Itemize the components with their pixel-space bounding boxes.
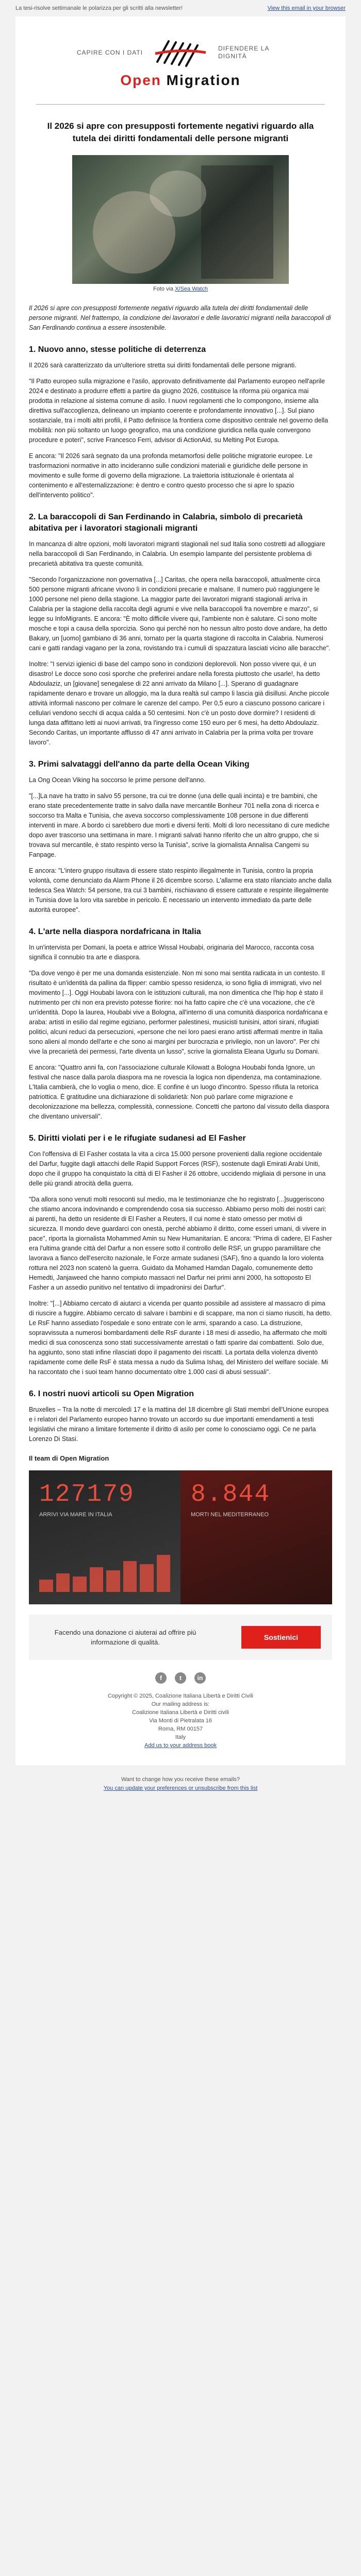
stat-deaths-label: MORTI NEL MEDITERRANEO — [191, 1512, 269, 1518]
section-title: 2. La baraccopoli di San Ferdinando in Calabria, simbolo di precarietà abitativa per i lavoratori stagionali migranti — [29, 513, 303, 533]
stats-right-panel — [180, 1470, 332, 1604]
team-title: Il team di Open Migration — [29, 1454, 109, 1462]
tagline-right: DIFENDERE LA DIGNITÀ — [218, 45, 269, 60]
mailing-street: Via Monti di Pietralata 16 — [149, 1718, 212, 1724]
divider — [36, 104, 325, 105]
mailing-label: Our mailing address is: — [151, 1701, 210, 1707]
section-paragraph: "[...]La nave ha tratto in salvo 55 persone, tra cui tre donne (una delle quali incinta) e tre bambini, che erano state precedentemente tratte in salvo dalla nave mercantile Bonheur 701 nella zona di ricerca e soccorso tra Malta e Tunisia, che aveva soccorso complessivamente 108 persone in due differenti interventi in mare. A bordo ci sarebbero due morti e diversi feriti. Molti di loro necessitano di cure mediche dopo aver trascorso una settimana in mare. I migranti salvati hanno riferito che un altro gruppo, che si trovava sul mercantile, è stato respinto verso la Tunisia", scrive la giornalista Annalisa Cangemi su Fanpage. — [29, 792, 330, 858]
logo-mark-icon — [152, 37, 209, 68]
section-paragraph: E ancora: "L'intero gruppo risultava di essere stato respinto illegalmente in Tunisia, contro la propria volontà, come denunciato da Alarm Phone il 26 dicembre scorso. L'allarme era stato rilanciato anche dalla tedesca Sea Watch: 54 persone, tra cui 3 bambini, rischiavano di essere catturate e respinte illegalmente in Tunisia dove la loro vita sarebbe in pericolo. È necessario un intervento immediato da parte delle autorità europee". — [29, 867, 332, 913]
donation-box — [29, 1615, 332, 1660]
stat-arrivals-label: ARRIVI VIA MARE IN ITALIA — [39, 1512, 112, 1518]
twitter-icon[interactable]: t — [175, 1672, 186, 1684]
section-paragraph: In mancanza di altre opzioni, molti lavoratori migranti stagionali nel sud Italia sono costretti ad alloggiare nella baraccopoli di San Ferdinando, in Calabria. Un esempio lampante del persistente problema di precarietà abitativa tra queste comunità. — [29, 540, 325, 567]
stat-bars — [39, 1551, 170, 1592]
address-book-link[interactable]: Add us to your address book — [144, 1742, 217, 1749]
section-paragraph: Con l'offensiva di El Fasher costata la vita a circa 15.000 persone provenienti dalla regione occidentale del Darfur, fuggite dagli attacchi delle Rapid Support Forces (RSF), sostenute dagli Emirati Arabi Uniti, dopo che il gruppo ha conquistato la città di El Fasher il 26 ottobre, uccidendo migliaia di persone in una delle più grandi atrocità della guerra. — [29, 1150, 326, 1187]
copyright: Copyright © 2025, Coalizione Italiana Libertà e Diritti Civili — [107, 1693, 253, 1699]
view-in-browser-link[interactable]: View this email in your browser — [267, 5, 346, 11]
facebook-icon[interactable]: f — [155, 1672, 167, 1684]
preferences — [0, 1765, 361, 1803]
article-body — [15, 303, 346, 1463]
brand-migration: Migration — [166, 72, 241, 88]
brand-open: Open — [120, 72, 161, 88]
footer — [15, 1692, 346, 1765]
caption-link[interactable]: X/Sea Watch — [175, 286, 208, 292]
preheader-text: La tesi-risolve settimanale le polarizza per gli scritti alla newsletter! — [15, 5, 183, 11]
donate-button[interactable]: Sostienici — [241, 1626, 321, 1649]
donation-text: Facendo una donazione ci aiuterai ad offrire più informazione di qualità. — [54, 1629, 196, 1646]
mailing-country: Italy — [175, 1734, 186, 1740]
hero-image — [72, 155, 289, 284]
social-links — [15, 1660, 346, 1692]
preferences-text: Want to change how you receive these emails? — [121, 1776, 240, 1783]
preferences-link[interactable]: You can update your preferences or unsubscribe from this list — [103, 1785, 258, 1791]
section-paragraph: E ancora: "Il 2026 sarà segnato da una profonda metamorfosi delle politiche migratorie europee. Le trasformazioni normative in atto incideranno sulle condizioni materiali e giuridiche delle persone in movimento e sulle forme di governo della migrazione. La traiettoria istituzionale è orientata al contenimento e all'esternalizzazione: è dentro e contro questo processo che si apre lo spazio dell'intervento politico". — [29, 452, 313, 499]
stat-arrivals-number: 127179 — [39, 1481, 135, 1509]
stats-left-panel — [29, 1470, 180, 1604]
section-title: 4. L'arte nella diaspora nordafricana in Italia — [29, 927, 201, 936]
mailing-org: Coalizione Italiana Libertà e Diritti civili — [132, 1709, 229, 1716]
headline: Il 2026 si apre con presupposti fortemente negativi riguardo alla tutela dei diritti fondamentali delle persone migranti — [47, 121, 314, 143]
section-paragraph: La Ong Ocean Viking ha soccorso le prime persone dell'anno. — [29, 776, 206, 784]
section-paragraph: "Secondo l'organizzazione non governativa [...] Caritas, che opera nella baraccopoli, attualmente circa 500 persone migranti africane vivono lì in condizioni precarie e malsane. Il numero può raggiungere le 1000 persone nel pieno della stagione. La maggior parte dei lavoratori migranti stagionali arriva in Calabria per la stagione della raccolta degli agrumi e vive nella baraccopoli fra novembre e marzo", si legge su InfoMigrants. E ancora: "È molto difficile vivere qui, l'ambiente non è salutare. Ci sono molte mosche e topi a causa della sporcizia. Sono qui perché non ho nessun altro posto dove andare, ha detto Bakary, un [uomo] gambiano di 36 anni, tornato per la quarta stagione di raccolta in Calabria. Numerosi cani e gatti randagi vagano per la zona, rovistando tra i cumuli di spazzatura lasciati vicino alle baracche". — [29, 576, 331, 652]
preheader — [15, 0, 346, 16]
section-paragraph: Bruxelles – Tra la notte di mercoledì 17 e la mattina del 18 dicembre gli Stati membri dell'Unione europea e i relatori del Parlamento europeo hanno trovato un accordo su due importanti emendamenti a testi legislativi che mirano a limitare fortemente il diritto di asilo per come lo conosciamo oggi. Ce ne parla Lorenzo Di Stasi. — [29, 1406, 329, 1443]
stats-banner — [29, 1470, 332, 1604]
section-title: 6. I nostri nuovi articoli su Open Migration — [29, 1389, 194, 1398]
linkedin-icon[interactable]: in — [194, 1672, 206, 1684]
section-paragraph: Inoltre: "[...] Abbiamo cercato di aiutarci a vicenda per quanto possibile ad assistere al massacro di pima di riuscire a fuggire. Abbiamo cercato di salvare i bambini e di scappare, ma non ci siamo riusciti, ha detto. Le RsF hanno assediato l'ospedale e sono entrate con le armi, sparando a caso. La distruzione, sopravvissuta a numerosi bombardamenti delle RsF durante i 18 mesi di assedio, ha affermato che molti medici di sua conoscenza sono stati successivamente arrestati o fatti sparire dai combattenti. Solo due, ha aggiunto, sono stati infine rilasciati dopo il pagamento dei riscatti. La portata della violenza diventò rapidamente come delle RsF è stata messa a nudo da Sulima Ishaq, del Ministero del welfare sociale. Mi ha raccontato che i suoi team hanno documentato oltre 1.000 casi di abusi sessuali". — [29, 1300, 332, 1376]
section-title: 3. Primi salvataggi dell'anno da parte della Ocean Viking — [29, 760, 250, 769]
hero-caption: Foto via X/Sea Watch — [153, 286, 208, 292]
section-paragraph: "Da dove vengo è per me una domanda esistenziale. Non mi sono mai sentita radicata in un contesto. Il risultato è un'identità da pallina da flipper: cambio spesso residenza, io sono figlia di immigrati, vivo nel movimento [...]. Oggi Houbabi lavora con le istituzioni culturali, ma non dimentica che l'hip hop è stato il nutrimento per chi non era previsto potesse fiorire: noi ha fatto capire che c'è una vocazione, che c'è un'identità. Dopo la laurea, Houbabi vive a Bologna, all'interno di una comunità diasporica nordafricana e araba: artisti in esilio dal regime egiziano, performer palestinesi, musicisti tunisini, attori sirani, rifugiati politici, alcuni reduci da persecuzioni, «persone che nei loro paesi erano artisti affermati mentre in Italia sono alieni al mondo dell'arte e che sono ai margini per burocrazia e privilegio, non un lavoro". Per chi vive la precarietà dei permessi, l'arte diventa un lusso", scrive la giornalista Eleana Ugurlu su Domani. — [29, 970, 328, 1055]
section-paragraph: Inoltre: "I servizi igienici di base del campo sono in condizioni deplorevoli. Non posso vivere qui, è un disastro! Le docce sono così sporche che preferirei andare nella foresta piuttosto che usarle!, ha detto Abdoulaziz, un [giovane] senegalese di 22 anni arrivato da Milano [...]. Sperano di guadagnare rapidamente denaro e trovare un alloggio, ma la dura realtà sul campo li lascia già disillusi. Anche piccole attività informali nascono per colmare le carenze del campo. Per 0,5 euro a ciascuno possono caricare i cellulari vendono secchi di acqua calda a 50 centesimi. Non c'è un posto dove dormire? I residenti di lunga data affittano letti ai nuovi arrivati, tra l'ingresso come 150 euro per 6 mesi, ha detto Abdoulaziz. Secondo Caritas, un importante afflusso di 47 anni arrivato in Calabria per la prima volta per trovare lavoro". — [29, 660, 330, 746]
intro-text: Il 2026 si apre con presupposti fortemente negativi riguardo alla tutela dei diritti fondamentali delle persone migranti. Nel frattempo, la condizione dei lavoratori e delle lavoratrici migranti nella baraccopoli di San Ferdinando continua a essere insostenibile. — [29, 304, 331, 331]
header — [15, 16, 346, 94]
section-paragraph: "Il Patto europeo sulla migrazione e l'asilo, approvato definitivamente dal Parlamento europeo nell'aprile 2024 e destinato a produrre effetti a partire da giugno 2026, costituisce la riforma più organica mai prodotta in relazione al sistema comune di asilo. I nuovi regolamenti che lo compongono, insieme alla direttiva sull'accoglienza, delineano un impianto coerente e profondamente innovativo [...]. Sul piano sostanziale, tra i molti altri profili, il Patto definisce la frontiera come dispositivo centrale nel governo della mobilità: non più soltanto un luogo geografico, ma una condizione giuridica nella quale convergono procedure e poteri", scrive Francesco Ferri, advisor di ActionAid, su Melting Pot Europa. — [29, 378, 329, 444]
section-title: 1. Nuovo anno, stesse politiche di deterrenza — [29, 345, 206, 354]
newsletter-card — [15, 16, 346, 1765]
section-paragraph: Il 2026 sarà caratterizzato da un'ulteriore stretta sui diritti fondamentali delle persone migranti. — [29, 362, 297, 369]
section-title: 5. Diritti violati per i e le rifugiate sudanesi ad El Fasher — [29, 1134, 246, 1143]
brand-logo[interactable] — [15, 72, 346, 89]
mailing-city: Roma, RM 00157 — [158, 1726, 203, 1732]
section-paragraph: E ancora: "Quattro anni fa, con l'associazione culturale Kilowatt a Bologna Houbabi fonda Ignore, un festival che nasce dalla parola diaspora ma ne rovescia la logica non dipendenza, ma contaminazione. L'Italia cambierà, che lo voglia o meno, dice. E confine è un luogo d'incontro. Spesso rifiuta la retorica patriottica. È gratitudine una dichiarazione di solidarietà: Non può parlare come migrazione e decolonizzazione ma bellezza, complessità, connessione. Concetti che partono dal vissuto della diaspora che diventano universali". — [29, 1064, 330, 1120]
section-paragraph: In un'intervista per Domani, la poeta e attrice Wissal Houbabi, originaria del Marocco, racconta cosa significa il connubio tra arte e diaspora. — [29, 944, 314, 961]
tagline-left: CAPIRE CON I DATI — [76, 48, 143, 56]
section-paragraph: "Da allora sono venuti molti resoconti sul medio, ma le testimonianze che ho registrato [...]suggeriscono che stiamo ancora indovinando e comprendendo cosa sia successo. Abbiamo perso molti dei nostri cari: ai parenti, ha detto un residente di El Fasher a Reuters, Il cui nome è stato omesso per motivi di sicurezza. Il mondo deve guardarci con onestà, perché abbiamo il diritto, come esseri umani, di vivere in pace", riporta la giornalista Mohammed Amin su New Humanitarian. E ancora: "Prima di cadere, El Fasher era l'ultima grande città del Darfur a non essere sotto il controllo delle RSF, un gruppo paramilitare che lavorava a fianco dell'esercito nazionale, le Forze armate sudanesi (SAF), fino a quando la loro violenta rottura nel 2023 non scatenò la guerra. Guidato da Mohamed Hamdan Dagalo, comunemente detto Hemedti, Janjaweed che hanno compiuto massacri nel Darfur nei primi anni 2000, ha sottoposto El Fasher a un assedio punitivo nel tentativo di impadronirsi dei Darfur". — [29, 1196, 332, 1291]
stat-deaths-number: 8.844 — [191, 1481, 271, 1509]
